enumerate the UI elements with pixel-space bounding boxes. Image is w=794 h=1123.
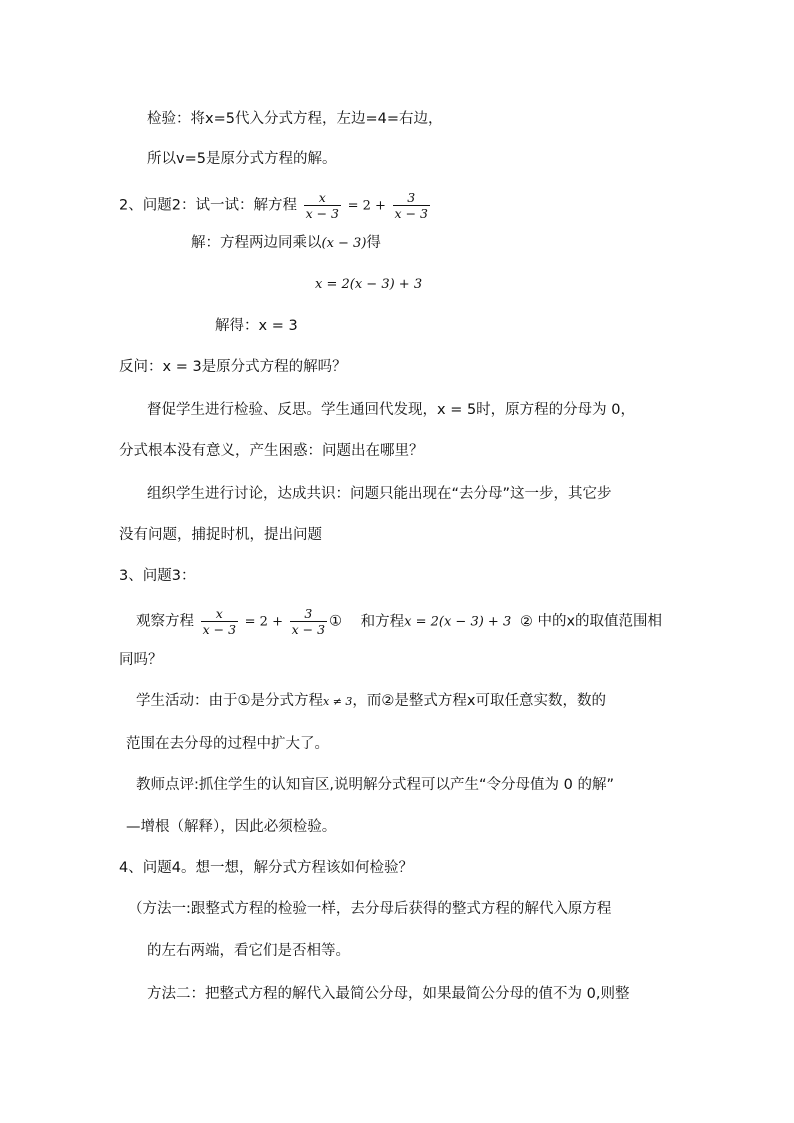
text-line: 分式根本没有意义，产生困惑：问题出在哪里？ xyxy=(119,443,424,459)
problem-4-line: 4、问题4。想一想，解分式方程该如何检验？ xyxy=(119,860,413,876)
text-line: 范围在去分母的过程中扩大了。 xyxy=(126,736,329,752)
text-line: 组织学生进行讨论，达成共识：问题只能出现在“去分母”这一步，其它步 xyxy=(147,486,612,502)
text-line: 同吗？ xyxy=(119,652,163,668)
text-line: 检验：将x=5代入分式方程，左边=4=右边， xyxy=(147,111,443,127)
observe-text: 和方程 xyxy=(360,613,405,630)
fraction: $\frac{x}{x - 3}$ xyxy=(305,190,339,221)
equation-part: = 2 + xyxy=(244,614,283,630)
problem-3-label: 3、问题3： xyxy=(119,568,196,584)
text-line: 没有问题，捕捉时机，提出问题 xyxy=(119,527,322,543)
circle-mark-2: ② xyxy=(519,613,533,630)
text-line: （方法一:跟整式方程的检验一样，去分母后获得的整式方程的解代入原方程 xyxy=(128,901,612,917)
fraction: $\frac{3}{x - 3}$ xyxy=(394,190,428,221)
solution-text: 得 xyxy=(366,235,381,251)
activity-text: 学生活动：由于①是分式方程 xyxy=(136,693,323,709)
observe-text: 观察方程 xyxy=(136,613,194,630)
observe-equations-line xyxy=(136,606,662,637)
condition-expression: x ≠ 3 xyxy=(323,695,353,708)
activity-text: ，而②是整式方程x可取任意实数，数的 xyxy=(352,693,607,709)
solution-text: 解：方程两边同乘以 xyxy=(191,235,322,251)
equation-part: = 2 + xyxy=(347,198,386,214)
problem-2-line xyxy=(119,190,432,221)
text-line: 所以v=5是原分式方程的解。 xyxy=(147,151,337,167)
text-line: 反问：x = 3是原分式方程的解吗？ xyxy=(119,359,347,375)
text-line: 的左右两端，看它们是否相等。 xyxy=(147,943,350,959)
observe-text: 中的x的取值范围相 xyxy=(537,613,663,630)
problem-2-label: 2、问题2：试一试：解方程 xyxy=(119,197,297,214)
text-line: 督促学生进行检验、反思。学生通回代发现，x = 5时，原方程的分母为 0， xyxy=(147,402,636,418)
text-line: 教师点评:抓住学生的认知盲区,说明解分式程可以产生“令分母值为 0 的解” xyxy=(136,777,614,793)
text-line: —增根（解释），因此必须检验。 xyxy=(126,819,337,835)
equation: x = 2(x − 3) + 3 xyxy=(404,614,512,630)
circle-mark-1: ① xyxy=(329,613,343,630)
text-line: 方法二：把整式方程的解代入最简公分母，如果最简公分母的值不为 0,则整 xyxy=(147,986,630,1002)
factor-expression: (x − 3) xyxy=(321,236,367,251)
fraction: $\frac{3}{x - 3}$ xyxy=(291,606,326,637)
student-activity-line xyxy=(136,691,606,712)
fraction: $\frac{x}{x - 3}$ xyxy=(202,606,237,637)
equation: x = 2(x − 3) + 3 xyxy=(315,277,423,292)
text-line: 解得：x = 3 xyxy=(215,318,298,334)
solution-line xyxy=(191,233,381,254)
